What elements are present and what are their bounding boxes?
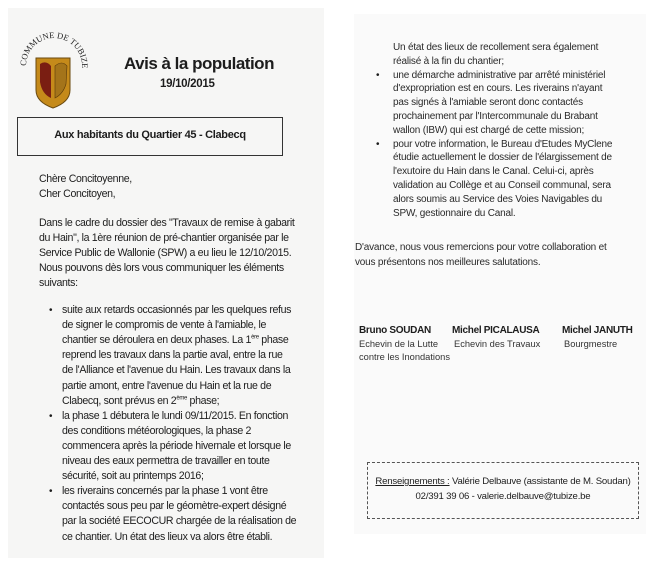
bullet-line: l'exutoire du Hain dans le Canal. Celui-ci, après [393,166,594,178]
contact-box [367,462,639,519]
bullet-icon: • [49,305,53,316]
signatory-role: Echevin des Travaux [454,339,541,349]
bullet-line: de l'Alliance et l'avenue du Hain. Les travaux dans la [62,364,291,377]
salutation-line: Cher Concitoyen, [39,188,116,200]
bullet-line: pas signés à l'amiable seront donc contactés [393,97,583,109]
signatory-name: Michel PICALAUSA [452,325,540,336]
contact-details: 02/391 39 06 - valerie.delbauve@tubize.be [415,491,591,502]
continuation-line: réalisé à la fin du chantier; [393,55,504,67]
signatory-name: Bruno SOUDAN [359,325,431,336]
commune-logo [18,22,90,110]
contact-label: Renseignements : [375,476,450,487]
signatory-role: contre les Inondations [359,352,450,362]
bullet-line: partie amont, entre l'avenue du Hain et la rue de [62,379,272,392]
bullet-line: de signer le compromis de vente à l'amiable, le [62,319,267,332]
signatory-role: Bourgmestre [564,339,618,349]
bullet-line: chantier se déroulera en deux phases. La 1ère phase [62,334,289,347]
bullet-line: sécurité, soit au printemps 2016; [62,470,204,483]
page-title: Avis à la population [124,54,274,73]
closing-line: D'avance, nous vous remercions pour votre collaboration et [355,242,607,253]
bullet-icon: • [376,138,380,150]
subject-text: Aux habitants du Quartier 45 - Clabecq [54,129,246,141]
bullet-line: wallon (IBW) qui est chargé de cette mission; [393,124,585,136]
bullet-line: une démarche administrative par arrêté ministériel [393,69,606,81]
subject-box [17,117,283,156]
bullet-line: les riverains concernés par la phase 1 vont être [62,485,268,498]
closing-line: vous présentons nos meilleures salutations. [355,257,541,268]
bullet-line: reprend les travaux dans la partie aval, entre la rue [62,349,283,362]
signatory-name: Michel JANUTH [562,325,633,336]
bullet-line: validation au Collège et au Conseil communal, sera [393,180,611,191]
bullet-line: étudie actuellement le dossier de l'élargissement de [393,152,612,164]
bullet-icon: • [376,69,380,81]
bullet-line: commencera après la période hivernale et lorsque le [62,439,291,452]
bullet-icon: • [49,410,53,422]
intro-line: suivants: [39,277,78,290]
signatory-role: Echevin de la Lutte [359,339,439,349]
bullet-line: contactés sous peu par le géomètre-expert désigné [62,500,287,513]
bullet-line: par la société EECOCUR chargée de la réalisation de [62,515,297,528]
intro-line: Nous pouvons dès lors vous communiquer les éléments [39,262,284,275]
bullet-line: des conditions météorologiques, la phase 2 [62,424,252,437]
bullet-line: alors soumis au Service des Voies Navigables du [393,193,603,205]
logo-text: COMMUNE DE TUBIZE [18,29,90,69]
bullet-icon: • [49,486,53,498]
bullet-line: niveau des eaux permettra de travailler en toute [62,455,270,467]
intro-line: Service Public de Wallonie (SPW) a eu lieu le 12/10/2015. [39,247,292,260]
intro-line: Dans le cadre du dossier des "Travaux de remise à gabarit [39,217,295,229]
bullet-line: d'expropriation est en cours. Les riverains n'ayant [393,83,603,95]
bullet-line: pour votre information, le Bureau d'Etudes MyClene [393,138,613,150]
bullet-line: SPW, gestionnaire du Canal. [393,207,516,219]
bullet-line: prochainement par l'Intercommunale du Brabant [393,111,598,122]
bullet-line: ce chantier. Un état des lieux va alors être établi. [62,530,273,543]
bullet-line: Clabecq, sont prévus en 2ème phase; [62,394,220,407]
salutation-line: Chère Concitoyenne, [39,173,132,185]
notice-date: 19/10/2015 [160,78,215,90]
bullet-line: suite aux retards occasionnés par les quelques refus [62,304,292,316]
contact-person: Valérie Delbauve (assistante de M. Soudan) [449,476,631,487]
bullet-line: la phase 1 débutera le lundi 09/11/2015. En fonction [62,409,289,422]
continuation-line: Un état des lieux de recollement sera également [393,42,599,53]
intro-line: du Hain", la 1ère réunion de pré-chantier organisée par le [39,232,289,245]
